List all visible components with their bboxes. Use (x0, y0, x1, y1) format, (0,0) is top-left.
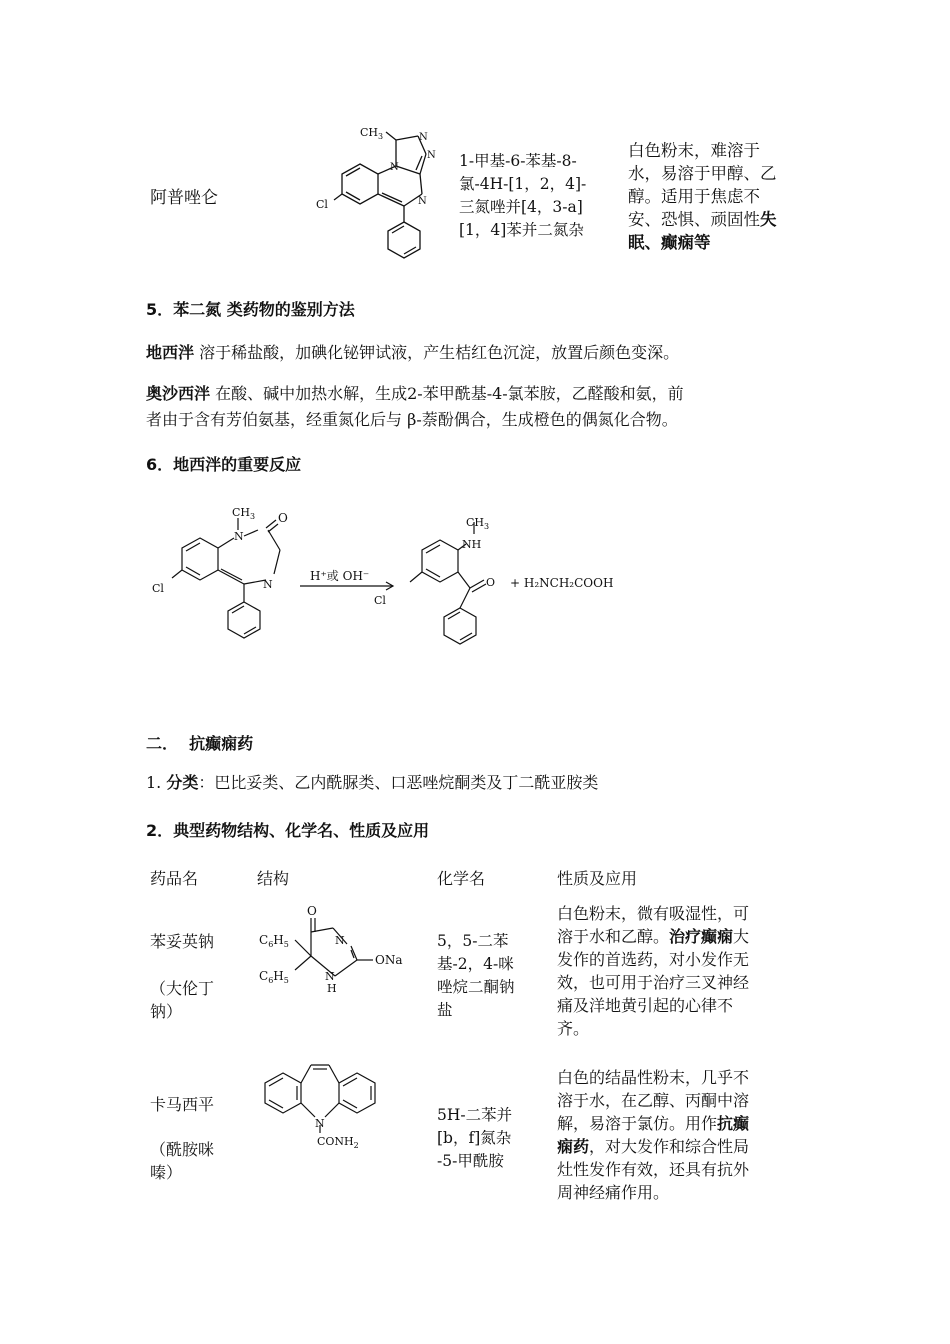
chem-name-phenytoin (437, 930, 547, 1022)
section5-paragraph-1 (146, 340, 811, 366)
table-header-structure: 结构 (257, 869, 290, 888)
prop-text: 解，易溶于氯仿。用作 (557, 1114, 718, 1133)
section6-heading: 6．地西泮的重要反应 (146, 455, 302, 474)
carbamazepine-structure (255, 1055, 395, 1155)
prop-line (557, 1181, 797, 1204)
table-header-chem-name: 化学名 (437, 869, 486, 888)
paragraph-text: 溶于稀盐酸，加碘化铋钾试液，产生桔红色沉淀，放置后颜色变深。 (194, 343, 680, 362)
chem-line: [1，4]苯并二氮杂 (459, 221, 584, 239)
reactant-n: N (234, 530, 244, 543)
alias-line: 钠） (150, 1002, 183, 1021)
prop-line (557, 1066, 797, 1089)
drug-name-phenytoin: 苯妥英钠 (150, 932, 215, 951)
product-nh: NH (462, 538, 482, 551)
item-text: ：巴比妥类、乙内酰脲类、口恶唑烷酮类及丁二酰亚胺类 (198, 773, 599, 792)
prop-line (557, 971, 797, 994)
prop-text: 发作的首选药，对小发作无 (557, 950, 750, 969)
alias-line: （大伦丁 (150, 979, 215, 998)
ring-nh: N (325, 970, 335, 983)
methyl-label: $CH_3$ (360, 126, 384, 141)
carbonyl-o: O (307, 904, 317, 918)
prop-line (557, 1089, 797, 1112)
section-two-heading: 二． 抗癫痫药 (146, 734, 254, 753)
item-bold: 分类 (166, 773, 199, 792)
prop-bold: 失 (760, 210, 777, 229)
prop-bold: 抗癫 (717, 1114, 750, 1133)
alias-line: 嗪） (150, 1163, 183, 1182)
properties-phenytoin (557, 902, 797, 1040)
cl-label: Cl (316, 198, 328, 211)
c6h5-label: $C_6H_5$ (259, 933, 289, 949)
prop-line (628, 231, 808, 254)
classification-line (146, 770, 811, 796)
prop-text: 齐。 (557, 1019, 590, 1038)
reactant-o: O (278, 511, 288, 525)
drug-alias-phenytoin (150, 977, 214, 1023)
ring-n: N (335, 934, 345, 947)
prop-line (557, 1135, 797, 1158)
prop-text: 白色的结晶性粉末，几乎不 (557, 1068, 750, 1087)
item-number: 1. (146, 773, 162, 792)
alias-line: （酰胺咪 (150, 1140, 215, 1159)
drug-alias-carbamazepine (150, 1138, 214, 1184)
chem-line: [b，f]氮杂 (437, 1129, 512, 1147)
prop-line (557, 1158, 797, 1181)
reactant-ch3: $CH_3$ (232, 506, 256, 521)
product-o: O (486, 576, 496, 589)
prop-text: 安、恐惧、顽固性 (628, 210, 760, 229)
chem-line: 氯-4H-[1，2，4]- (459, 175, 587, 193)
section5-paragraph-2 (146, 381, 811, 433)
product-ch3: $CH_3$ (466, 516, 490, 531)
phenytoin-structure (255, 900, 415, 1000)
prop-text: 溶于水，在乙醇、丙酮中溶 (557, 1091, 750, 1110)
alprazolam-structure (300, 118, 460, 268)
prop-text: 痛及洋地黄引起的心律不 (557, 996, 734, 1015)
prop-line: 白色粉末，难溶于 (628, 141, 760, 160)
alprazolam-name: 阿普唑仑 (150, 188, 218, 208)
prop-text: 大 (733, 927, 750, 946)
prop-text: 灶性发作有效，还具有抗外 (557, 1160, 750, 1179)
conh2-label: $CONH_2$ (317, 1135, 359, 1150)
chem-line: 5，5-二苯 (437, 932, 509, 950)
paragraph-text: 在酸、碱中加热水解，生成2-苯甲酰基-4-氯苯胺，乙醛酸和氨，前 (210, 384, 684, 403)
ring-h: H (327, 982, 337, 995)
prop-line: 醇。适用于焦虑不 (628, 187, 760, 206)
chem-line: 基-2，4-咪 (437, 955, 514, 973)
prop-text: ，对大发作和综合性局 (589, 1137, 750, 1156)
ona-label: ONa (375, 953, 403, 967)
reaction-conditions: H⁺或 OH⁻ (310, 569, 370, 583)
prop-line (557, 948, 797, 971)
chem-line: 唑烷二酮钠 (437, 978, 515, 996)
prop-line (557, 902, 797, 925)
c6h5-label: $C_6H_5$ (259, 969, 289, 985)
properties-carbamazepine (557, 1066, 797, 1204)
prop-line (557, 1112, 797, 1135)
chem-line: -5-甲酰胺 (437, 1152, 504, 1170)
table-header-drug: 药品名 (150, 869, 199, 888)
prop-text: 溶于水和乙醇。 (557, 927, 670, 946)
product-cl: Cl (374, 594, 386, 607)
prop-line (557, 925, 797, 948)
prop-bold: 治疗癫痫 (669, 927, 734, 946)
glycine-product: + H₂NCH₂COOH (510, 576, 614, 590)
prop-bold: 眠、癫痫等 (628, 233, 711, 252)
alprazolam-properties (628, 139, 808, 254)
paragraph-text: 者由于含有芳伯氨基，经重氮化后与 β-萘酚偶合，生成橙色的偶氮化合物。 (146, 410, 678, 429)
prop-line (628, 208, 808, 231)
reactant-cl: Cl (152, 582, 164, 595)
prop-line: 水，易溶于甲醇、乙 (628, 164, 777, 183)
prop-text: 周神经痛作用。 (557, 1183, 670, 1202)
drug-name-carbamazepine: 卡马西平 (150, 1095, 215, 1114)
prop-line (557, 1017, 797, 1040)
triazole-n-label: N (427, 150, 436, 161)
chem-line: 1-甲基-6-苯基-8- (459, 152, 577, 170)
triazole-n-label: N (419, 132, 428, 143)
chem-line: 三氮唑并[4，3-a] (459, 198, 583, 216)
reactant-n: N (263, 578, 273, 591)
drug-name: 地西泮 (146, 343, 195, 362)
diazepam-reaction-scheme (148, 500, 648, 665)
chem-line: 5H-二苯并 (437, 1106, 513, 1124)
alprazolam-chem-name (459, 150, 624, 242)
chem-name-carbamazepine (437, 1104, 547, 1173)
prop-text: 效，也可用于治疗三叉神经 (557, 973, 750, 992)
section5-heading: 5．苯二氮 类药物的鉴别方法 (146, 300, 355, 319)
prop-line (557, 994, 797, 1017)
prop-text: 白色粉末，微有吸湿性，可 (557, 904, 750, 923)
ring-n: N (315, 1117, 325, 1130)
ring-n-label: N (390, 162, 399, 173)
table-header-properties: 性质及应用 (557, 869, 638, 888)
ring-n-label: N (418, 196, 427, 207)
prop-bold: 痫药 (557, 1137, 590, 1156)
chem-line: 盐 (437, 1001, 453, 1019)
drug-name: 奥沙西泮 (146, 384, 211, 403)
typical-drugs-heading: 2．典型药物结构、化学名、性质及应用 (146, 821, 430, 840)
